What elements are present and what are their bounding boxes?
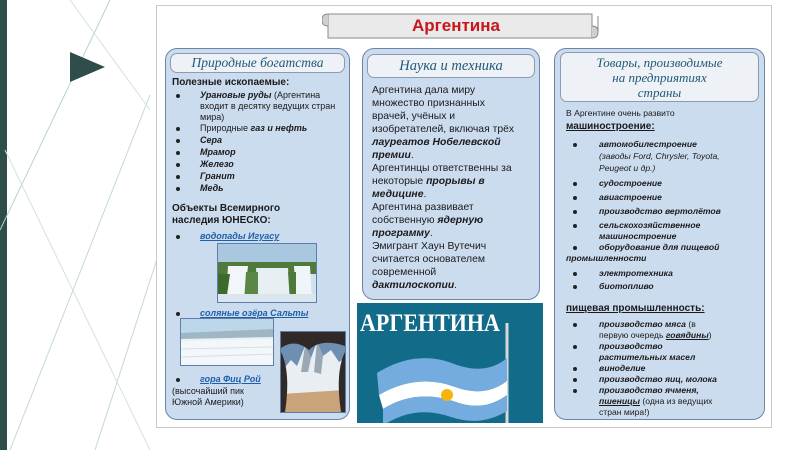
page-title: Аргентина bbox=[412, 16, 500, 35]
science-text: некоторые прорывы в bbox=[372, 176, 485, 187]
food-item: производство яиц, молока bbox=[599, 374, 717, 384]
fitz-roy-note: (высочайший пик bbox=[172, 386, 244, 396]
bullet bbox=[573, 210, 577, 214]
mineral-item: Гранит bbox=[200, 171, 235, 181]
iguazu-falls-photo bbox=[217, 243, 317, 303]
science-text: Аргентина развивает bbox=[372, 202, 474, 213]
science-text: лауреатов Нобелевской bbox=[372, 137, 501, 148]
minerals-heading: Полезные ископаемые: bbox=[172, 77, 290, 88]
industry-item: промышленности bbox=[566, 253, 647, 263]
science-text: Аргентинцы ответственны за bbox=[372, 163, 512, 174]
science-text: собственную ядерную bbox=[372, 215, 484, 226]
right-header-line: на предприятиях bbox=[612, 70, 707, 85]
industry-item: производство вертолётов bbox=[599, 206, 721, 216]
left-panel-header bbox=[170, 53, 345, 73]
bullet bbox=[176, 187, 180, 191]
bullet bbox=[573, 389, 577, 393]
middle-panel-header bbox=[367, 54, 535, 78]
mineral-item: Железо bbox=[200, 159, 234, 169]
food-item: пшеницы (одна из ведущих bbox=[599, 396, 713, 406]
unesco-link-salta[interactable]: соляные озёра Сальты bbox=[200, 308, 309, 318]
unesco-link-iguazu[interactable]: водопады Игуасу bbox=[200, 231, 280, 241]
left-header-text: Природные богатства bbox=[191, 55, 324, 70]
science-text: Аргентина дала миру bbox=[372, 85, 476, 96]
science-text: современной bbox=[372, 267, 437, 278]
industry-intro: В Аргентине очень развито bbox=[566, 108, 675, 118]
machinery-heading: машиностроение: bbox=[566, 121, 655, 132]
science-text: программу. bbox=[372, 228, 433, 239]
mineral-item: Мрамор bbox=[200, 147, 236, 157]
industry-item: электротехника bbox=[599, 268, 673, 278]
food-item: производство мяса (в bbox=[599, 319, 696, 329]
right-panel-header bbox=[560, 52, 759, 102]
bullet bbox=[176, 139, 180, 143]
background-decoration bbox=[0, 0, 160, 450]
bullet bbox=[573, 246, 577, 250]
unesco-heading: наследия ЮНЕСКО: bbox=[172, 215, 271, 226]
food-item: производство bbox=[599, 341, 663, 351]
food-note: стран мира!) bbox=[599, 407, 650, 417]
science-text: премии. bbox=[372, 150, 414, 161]
science-text: дактилоскопии. bbox=[372, 280, 458, 291]
bullet bbox=[176, 235, 180, 239]
bullet bbox=[176, 312, 180, 316]
industry-item: машиностроение bbox=[599, 231, 677, 241]
mineral-item: Природные газ и нефть bbox=[200, 123, 308, 133]
unesco-heading: Объекты Всемирного bbox=[172, 203, 281, 214]
industry-note: Peugeot и др.) bbox=[599, 163, 656, 173]
bullet bbox=[573, 272, 577, 276]
industry-item: сельскохозяйственное bbox=[599, 220, 701, 230]
unesco-link-fitz-roy[interactable]: гора Фиц Рой bbox=[200, 374, 261, 384]
bullet bbox=[176, 94, 180, 98]
bullet bbox=[573, 182, 577, 186]
food-item: растительных масел bbox=[599, 352, 696, 362]
bullet bbox=[573, 224, 577, 228]
bullet bbox=[573, 143, 577, 147]
bullet bbox=[176, 175, 180, 179]
science-text: множество признанных bbox=[372, 98, 485, 109]
bullet bbox=[573, 196, 577, 200]
fitz-roy-photo bbox=[280, 331, 346, 413]
arrow-icon bbox=[70, 52, 105, 82]
industry-item: оборудование для пищевой bbox=[599, 242, 720, 252]
food-heading: пищевая промышленность: bbox=[566, 303, 705, 314]
food-item: виноделие bbox=[599, 363, 646, 373]
middle-header-text: Наука и техника bbox=[399, 58, 503, 74]
mineral-item: Сера bbox=[200, 135, 223, 145]
bullet bbox=[176, 127, 180, 131]
right-header-line: Товары, производимые bbox=[596, 55, 723, 70]
science-text: медицине. bbox=[372, 189, 427, 200]
bullet bbox=[176, 378, 180, 382]
science-text: изобретателей, включая трёх bbox=[372, 124, 515, 135]
bullet bbox=[176, 163, 180, 167]
industry-item: автомобилестроение bbox=[599, 139, 697, 149]
industry-note: (заводы Ford, Chrysler, Toyota, bbox=[599, 151, 720, 161]
science-text: врачей, учёных и bbox=[372, 111, 456, 122]
food-item: производство ячменя, bbox=[599, 385, 699, 395]
fitz-roy-note: Южной Америки) bbox=[172, 397, 244, 407]
industry-item: биотопливо bbox=[599, 281, 654, 291]
science-text: Эмигрант Хаун Вутечич bbox=[372, 241, 487, 252]
bullet bbox=[176, 151, 180, 155]
right-header-line: страны bbox=[637, 85, 682, 100]
bullet bbox=[573, 285, 577, 289]
industry-item: авиастроение bbox=[599, 192, 662, 202]
bullet bbox=[573, 367, 577, 371]
mineral-note: входит в десятку ведущих стран bbox=[200, 101, 336, 111]
mineral-item: Медь bbox=[200, 183, 224, 193]
mineral-item: Урановые руды (Аргентина bbox=[200, 90, 321, 100]
salta-salt-lakes-photo bbox=[180, 318, 274, 366]
food-item: первую очередь говядины) bbox=[599, 330, 712, 340]
industry-item: судостроение bbox=[599, 178, 662, 188]
bullet bbox=[573, 378, 577, 382]
mineral-note: мира) bbox=[200, 112, 225, 122]
flag-caption: АРГЕНТИНА bbox=[360, 308, 500, 337]
bullet bbox=[573, 323, 577, 327]
bullet bbox=[573, 345, 577, 349]
science-text: считается основателем bbox=[372, 254, 486, 265]
